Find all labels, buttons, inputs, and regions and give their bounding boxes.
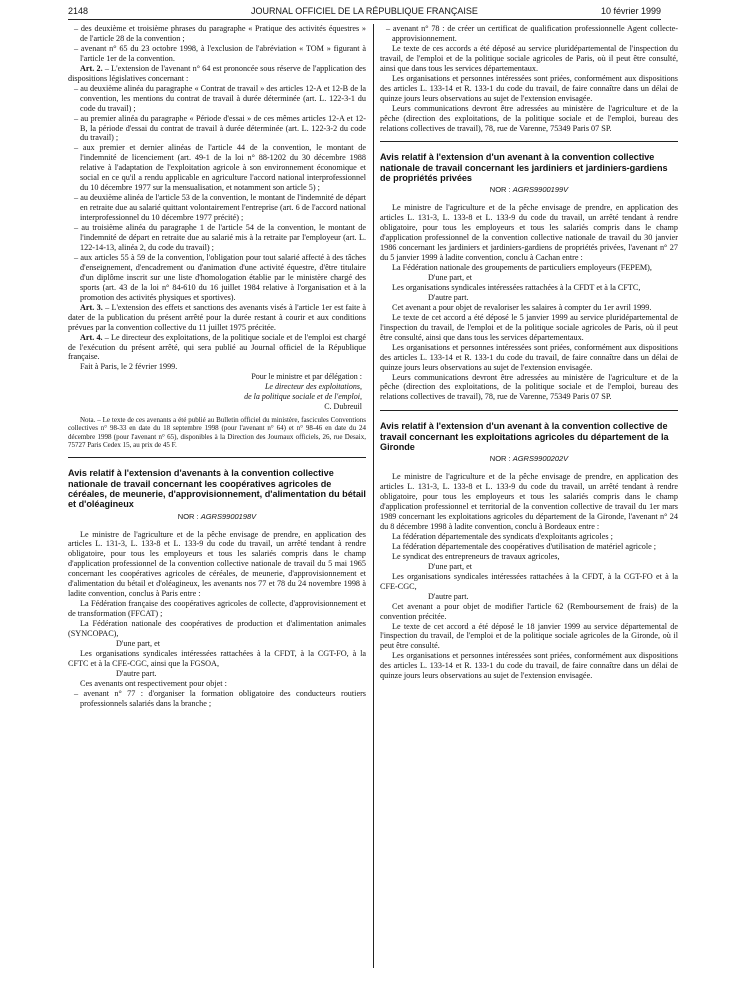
signing-place-date: Fait à Paris, le 2 février 1999.: [80, 362, 178, 372]
list-item: – aux articles 55 à 59 de la convention, l'obligation pour tout salarié affecté à des tâches d'enseignement, d'encadrement ou d'animation d'une activité équestre, d'être titulaire d'un diplôme inscrit sur une liste d'homologation établie par le ministère chargé des sports (art. 43 de la loi n° 84-610 du 16 juillet 1984 relative à l'organisation et à la promotion des activités physiques et sportives).: [74, 252, 366, 302]
paragraph: Le syndicat des entrepreneurs de travaux agricoles,: [392, 551, 560, 561]
paragraph: La fédération départementale des syndicats d'exploitants agricoles ;: [392, 531, 613, 541]
paragraph: Les organisations syndicales intéressées rattachées à la CFDT, à la CGT-FO, à la CFTC et à la CFE-CGC, ainsi que la FGSOA,: [68, 648, 366, 668]
header-rule: [68, 19, 661, 20]
left-column: [68, 24, 366, 709]
nor-reference: NOR : AGRS9900198V: [177, 511, 257, 521]
paragraph: Le ministre de l'agriculture et de la pêche envisage de prendre, en application des articles L. 131-3, L. 133-8 et L. 133-9 du code du travail, un arrêté tendant à rendre obligatoire, pour tous les employeurs et tous les salariés compris dans le champ d'application professionnel de la convention collective nationale de travail du 30 janvier 1986 concernant les jardiniers et jardiniers-gardiens de propriétés privées, l'avenant n° 27 du 5 janvier 1999 à ladite convention, conclu à Cachan entre :: [380, 203, 678, 263]
notice-title: Avis relatif à l'extension d'avenants à la convention collective nationale de travail concernant les coopératives agricoles de céréales, de meunerie, d'approvisionnement, d'alimentation du bétail et d'oléagineux: [68, 468, 366, 510]
page-number: 2148: [68, 6, 89, 16]
paragraph: La Fédération nationale des coopératives de production et d'alimentation animales (SYNCOPAC),: [68, 619, 366, 639]
paragraph: Leurs communications devront être adressées au ministère de l'agriculture et de la pêche (direction des exploitations, de la politique sociale et de l'emploi, bureau des relations collectives de travail), 78, rue de Varenne, 75349 Paris 07 SP.: [380, 372, 678, 402]
paragraph: D'autre part.: [428, 591, 469, 601]
column-divider: [373, 24, 374, 968]
notice-title: Avis relatif à l'extension d'un avenant à la convention collective de travail concernant les exploitations agricoles du département de la Gironde: [380, 421, 669, 452]
paragraph: Les organisations syndicales intéressées rattachées à la CFDT, à la CGT-FO et à la CFE-CGC,: [380, 571, 678, 591]
list-item: – aux premier et dernier alinéas de l'article 44 de la convention, le montant de l'indemnité de licenciement (art. 49-1 de la loi n° 88-1202 du 30 décembre 1988 relative à l'adaptation de l'exploitation agricole à son environnement économique et social en ce qu'il a rendu applicable en agriculture l'accord national interprofessionnel du 10 décembre 1977 sur la mensualisation, et notamment son article 5) ;: [74, 143, 366, 193]
paragraph: D'autre part.: [428, 292, 469, 302]
paragraph: La Fédération nationale des groupements de particuliers employeurs (FEPEM),: [392, 263, 652, 273]
article-2: [68, 64, 366, 84]
journal-title: JOURNAL OFFICIEL DE LA RÉPUBLIQUE FRANÇAISE: [251, 6, 478, 16]
article-4: [68, 333, 366, 363]
footnote: Nota. – Le texte de ces avenants a été publié au Bulletin officiel du ministère, fascicules Conventions collectives n° 98-33 en date du 18 septembre 1998 (pour l'avenant n° 64) et n° 98-46 en date du 24 décembre 1998 (pour l'avenant n° 65), disponibles à la Direction des Journaux officiels, 26, rue Desaix, 75727 Paris Cedex 15, au prix de 45 F.: [68, 416, 366, 450]
paragraph: Les organisations et personnes intéressées sont priées, conformément aux dispositions des articles L. 133-14 et R. 133-1 du code du travail, de faire connaître dans un délai de quinze jours leurs observations au sujet de l'extension envisagée.: [380, 651, 678, 681]
section-rule: [68, 457, 366, 458]
list-item: – avenant n° 77 : d'organiser la formation obligatoire des conducteurs routiers professionnels salariés dans la branche ;: [74, 688, 366, 708]
notice-title: Avis relatif à l'extension d'un avenant à la convention collective nationale de travail concernant les jardiniers et jardiniers-gardiens de propriétés privées: [380, 152, 668, 184]
paragraph: Le texte de cet accord a été déposé le 18 janvier 1999 au service départemental de l'inspection du travail, de l'emploi et de la politique sociale agricoles de la Gironde, où il peut être consulté.: [380, 621, 678, 651]
issue-date: 10 février 1999: [600, 6, 661, 16]
article-3: [68, 303, 366, 333]
page-header: [68, 6, 661, 20]
paragraph: La Fédération française des coopératives agricoles de collecte, d'approvisionnement et de transformation (FFCAT) ;: [68, 599, 366, 619]
article-text: – L'extension de l'avenant n° 64 est prononcée sous réserve de l'application des dispositions législatives concernant :: [68, 63, 366, 83]
article-text: – Le directeur des exploitations, de la politique sociale et de l'emploi est chargé de l'exécution du présent arrêté, qui sera publié au Journal officiel de la République française.: [68, 332, 366, 362]
paragraph: D'une part, et: [428, 561, 472, 571]
list-item: – au premier alinéa du paragraphe « Période d'essai » de ces mêmes articles 12-A et 12-B, la période d'essai du contrat de travail à durée déterminée (art. L. 122-3-2 du code du travail) ;: [74, 113, 366, 143]
signature-line: de la politique sociale et de l'emploi,: [244, 392, 362, 402]
signature-block: [68, 372, 366, 412]
paragraph: Les organisations et personnes intéressées sont priées, conformément aux dispositions des articles L. 133-14 et R. 133-1 du code du travail, de faire connaître dans un délai de quinze jours leurs observations au sujet de l'extension envisagée.: [380, 342, 678, 372]
list-item: – au troisième alinéa du paragraphe 1 de l'article 54 de la convention, le montant de l'indemnité de départ en retraite due au salarié mis à la retraite par l'employeur (art. L. 122-14-13, alinéa 2, du code du travail) ;: [74, 223, 366, 252]
article-label: Art. 4.: [80, 332, 103, 342]
signature-line: Pour le ministre et par délégation :: [251, 372, 362, 382]
paragraph: La fédération départementale des coopératives d'utilisation de matériel agricole ;: [392, 541, 657, 551]
nor-reference: NOR : AGRS9900199V: [489, 185, 569, 195]
section-rule: [380, 141, 678, 142]
paragraph: Le texte de ces accords a été déposé au service pluridépartemental de l'inspection du travail, de l'emploi et de la politique sociale agricoles de Paris, où il peut être consulté, ainsi que dans tous les services départementaux.: [380, 43, 678, 73]
signature-line: Le directeur des exploitations,: [264, 382, 362, 392]
paragraph: Le texte de cet accord a été déposé le 5 janvier 1999 au service pluridépartemental de l'inspection du travail, de l'emploi et de la politique sociale agricoles de Paris, où il peut être consulté, ainsi que dans tous les services départementaux.: [380, 312, 678, 342]
paragraph: D'une part, et: [428, 273, 472, 282]
paragraph: – avenant n° 65 du 23 octobre 1998, à l'exclusion de l'abréviation « TOM » figurant à l'article 1er de la convention.: [74, 43, 366, 63]
right-column: [380, 24, 678, 681]
paragraph: Leurs communications devront être adressées au ministère de l'agriculture et de la pêche (direction des exploitations, de la politique sociale et de l'emploi, bureau des relations collectives de travail), 78, rue de Varenne, 75349 Paris 07 SP.: [380, 103, 678, 133]
article-label: Art. 2.: [80, 63, 103, 73]
paragraph: Le ministre de l'agriculture et de la pêche envisage de prendre, en application des articles L. 131-3, L. 133-8 et L. 133-9 du code du travail, un arrêté tendant à rendre obligatoire, pour tous les employeurs et tous les salariés compris dans le champ d'application professionnel et territorial de la convention collective de travail du 1er mars 1989 concernant les exploitations agricoles du département de la Gironde, l'avenant n° 24 du 8 décembre 1998 à ladite convention, conclu à Bordeaux entre :: [380, 472, 678, 531]
paragraph: Les organisations syndicales intéressées rattachées à la CFDT et à la CFTC,: [392, 282, 641, 292]
section-rule: [380, 410, 678, 411]
signatory-name: C. Dubreuil: [324, 402, 362, 412]
list-item: – avenant n° 78 : de créer un certificat de qualification professionnelle Agent collecte-approvisionnement.: [386, 24, 678, 43]
list-item: – au deuxième alinéa de l'article 53 de la convention, le montant de l'indemnité de départ en retraite due au salarié quittant volontairement l'entreprise (art. 6 de l'accord national interprofessionnel du 10 décembre 1977 précité) ;: [74, 193, 366, 223]
paragraph: Cet avenant a pour objet de revaloriser les salaires à compter du 1er avril 1999.: [392, 302, 652, 312]
paragraph: Cet avenant a pour objet de modifier l'article 62 (Remboursement de frais) de la convention précitée.: [380, 601, 678, 621]
paragraph: – des deuxième et troisième phrases du paragraphe « Pratique des activités équestres » de l'article 28 de la convention ;: [74, 24, 366, 43]
paragraph: D'autre part.: [116, 668, 157, 678]
paragraph: Le ministre de l'agriculture et de la pêche envisage de prendre, en application des articles L. 131-3, L. 133-8 et L. 133-9 du code du travail, un arrêté tendant à rendre obligatoire, pour tous les employeurs et tous les salariés compris dans le champ d'application professionnel de la convention collective nationale de travail du 5 mai 1965 concernant les coopératives agricoles de céréales, de meunerie, d'approvisionnement et d'alimentation du bétail et d'oléagineux, les avenants nos 77 et 78 du 24 novembre 1998 à ladite convention, conclus à Paris entre :: [68, 529, 366, 599]
article-label: Art. 3.: [80, 302, 103, 312]
list-item: – au deuxième alinéa du paragraphe « Contrat de travail » des articles 12-A et 12-B de la convention, les mentions du contrat de travail à durée déterminée (art. L. 122-3-1 du code du travail) ;: [74, 83, 366, 113]
article-text: – L'extension des effets et sanctions des avenants visés à l'article 1er est faite à dater de la publication du présent arrêté pour la durée restant à courir et aux conditions prévues par la convention collective du 11 juillet 1975 précitée.: [68, 302, 366, 332]
paragraph: D'une part, et: [116, 638, 160, 648]
nor-reference: NOR : AGRS9900202V: [489, 454, 569, 464]
paragraph: Ces avenants ont respectivement pour objet :: [80, 678, 227, 688]
paragraph: Les organisations et personnes intéressées sont priées, conformément aux dispositions des articles L. 133-14 et R. 133-1 du code du travail, de faire connaître dans un délai de quinze jours leurs observations au sujet de l'extension envisagée.: [380, 73, 678, 103]
